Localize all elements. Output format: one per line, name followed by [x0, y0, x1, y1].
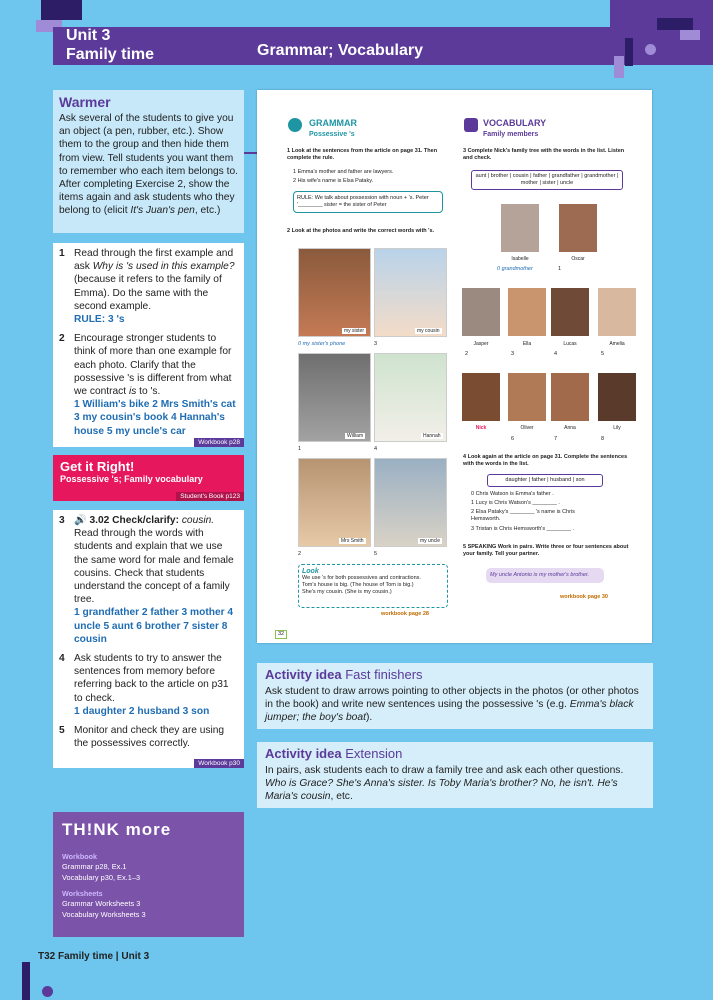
warmer-title: Warmer: [59, 94, 111, 110]
think-more-box: [53, 812, 244, 937]
caption-uncle: my uncle: [420, 538, 441, 544]
portrait-oliver: [508, 373, 546, 421]
look-box: [298, 564, 448, 608]
grammar-heading: GRAMMAR: [309, 118, 357, 128]
speech-bubble: My uncle Antonio is my mother's brother.: [486, 568, 604, 583]
tree-num: 8: [601, 436, 605, 442]
step-3-answers: 1 grandfather 2 father 3 mother 4 uncle 5 aunt 6 brother 7 sister 8 cousin: [74, 607, 234, 645]
section-title: Grammar; Vocabulary: [257, 42, 423, 59]
vocabulary-ex3: 3 Complete Nick's family tree with the words in the list. Listen and check.: [463, 148, 625, 161]
photo-uncle: [374, 458, 447, 547]
v4-sentence-0: 0 Chris Watson is Emma's father .: [471, 491, 554, 497]
name-ella: Ella: [522, 341, 532, 347]
caption-william: William: [347, 433, 364, 439]
portrait-anna: [551, 373, 589, 421]
think-item: Grammar p28, Ex.1: [62, 862, 127, 871]
answer-1: 1: [298, 446, 302, 452]
vocabulary-ex5: 5 SPEAKING Work in pairs. Write three or four sentences about your family. Tell your partner.: [463, 544, 629, 557]
activity-2-title: Activity idea Extension: [265, 746, 403, 761]
tree-num: 5: [601, 351, 605, 357]
v4-sentence-3: 3 Tristan is Chris Hemsworth's ________ .: [471, 526, 575, 532]
think-item: Vocabulary p30, Ex.1–3: [62, 873, 141, 882]
header-deco-block2: [680, 30, 700, 40]
caption-cousin: my cousin: [417, 328, 440, 334]
word-list: aunt | brother | cousin | father | grandfather | grandmother | mother | sister | uncle: [471, 170, 623, 190]
name-oscar: Oscar: [571, 256, 585, 262]
vocabulary-heading: VOCABULARY: [483, 118, 547, 128]
tree-num: 2: [465, 351, 469, 357]
unit-title: Family time: [66, 46, 155, 63]
tree-num: 6: [511, 436, 515, 442]
student-book-page: [257, 90, 652, 643]
portrait-jasper: [462, 288, 500, 336]
look-line: Tom's house is big. (The house of Tom is big.): [302, 582, 414, 588]
activity-1-title: Activity idea Fast finishers: [265, 667, 423, 682]
workbook-tag-p30: Workbook p30: [194, 759, 244, 768]
page-number: 32: [275, 630, 287, 639]
answer-0: 0 my sister's phone: [298, 341, 346, 347]
tree-num: 3: [511, 351, 515, 357]
step-2-answers: 1 William's bike 2 Mrs Smith's cat 3 my cousin's book 4 Hannah's house 5 my uncle's car: [74, 399, 236, 437]
grammar-ex1-s1: 1 Emma's mother and father are lawyers.: [293, 169, 394, 175]
name-amelia: Amelia: [609, 341, 625, 347]
vocabulary-icon: [464, 118, 478, 132]
answer-2: 2: [298, 551, 302, 557]
name-lucas: Lucas: [563, 341, 577, 347]
photo-william: [298, 353, 371, 442]
audio-icon: 🔊 3.02 Check/clarify:: [74, 515, 182, 526]
footer-text: T32 Family time | Unit 3: [38, 951, 150, 962]
workbook-tag-p28: Workbook p28: [194, 438, 244, 447]
page-workbook-p30: workbook page 30: [560, 594, 608, 600]
step-4-answers: 1 daughter 2 husband 3 son: [74, 705, 210, 717]
answer-5: 5: [374, 551, 378, 557]
name-anna: Anna: [564, 425, 576, 431]
header-deco-dot: [645, 44, 656, 55]
get-it-right-subtitle: Possessive 's; Family vocabulary: [60, 474, 203, 484]
think-workbook-label: Workbook: [62, 852, 98, 861]
tree-num: 7: [554, 436, 558, 442]
step-4: 4 Ask students to try to answer the sentences from memory before referring back to the article on p31 to check. 1 daughter 2 husband 3 son: [59, 653, 229, 717]
portrait-amelia: [598, 288, 636, 336]
name-nick: Nick: [475, 425, 487, 431]
answer-3: 3: [374, 341, 378, 347]
think-worksheets-label: Worksheets: [62, 889, 103, 898]
get-it-right-title: Get it Right!: [60, 459, 135, 474]
think-more-title: TH!NK more: [62, 820, 172, 839]
v4-sentence-1: 1 Lucy is Chris Watson's ________ .: [471, 500, 560, 506]
portrait-lucas: [551, 288, 589, 336]
grammar-icon: [288, 118, 302, 132]
activity-fast-finishers: [257, 663, 653, 729]
tree-num: 4: [554, 351, 558, 357]
footer-deco-bar: [22, 962, 30, 1000]
warmer-text: Ask several of the students to give you an object (a pen, rubber, etc.). Show them to the group and then hide them from view. Tell students you want them to remember who each item belongs to. After completing Exercise 2, show the items again and ask students who they belong to (elicit It's Juan's pen, etc.): [59, 113, 238, 217]
unit-label: Unit 3 Family time: [66, 27, 155, 63]
portrait-ella: [508, 288, 546, 336]
steps-box-2: [53, 510, 244, 768]
header-deco-bar2: [614, 56, 624, 78]
header-deco-square-dark: [41, 0, 82, 20]
header-deco-block: [657, 18, 693, 30]
rule-box: RULE: We talk about possession with noun + 's. Peter '________ sister = the sister of Peter: [293, 191, 443, 213]
get-it-right-box: [53, 455, 244, 501]
page-workbook-p28: workbook page 28: [381, 611, 429, 617]
name-oliver: Oliver: [520, 425, 534, 431]
portrait-nick: [462, 373, 500, 421]
header-deco-bar: [625, 38, 633, 66]
photo-mrs-smith: [298, 458, 371, 547]
answer-4: 4: [374, 446, 378, 452]
activity-extension: [257, 742, 653, 808]
name-lily: Lily: [613, 425, 621, 431]
photo-cousin: [374, 248, 447, 337]
vocabulary-ex4: 4 Look again at the article on page 31. Complete the sentences with the words in the list.: [463, 454, 628, 467]
grammar-subheading: Possessive 's: [309, 131, 355, 138]
name-isabelle: Isabelle: [511, 256, 529, 262]
footer-deco-dot: [42, 986, 53, 997]
activity-1-text: Ask student to draw arrows pointing to other objects in the photos (or other photos in the book) and write new sentences using the possessive 's (e.g. Emma's black jumper; the boy's boat).: [265, 686, 639, 724]
answer-grandmother: 0 grandmother: [497, 266, 533, 272]
caption-sister: my sister: [344, 328, 364, 334]
look-title: Look: [302, 568, 319, 575]
warmer-box: [53, 90, 244, 233]
students-book-tag: Student's Book p123: [176, 492, 244, 501]
grammar-ex2: 2 Look at the photos and write the correct words with 's.: [287, 228, 435, 234]
portrait-oscar: [559, 204, 597, 252]
caption-mrs-smith: Mrs Smith: [341, 538, 364, 544]
step-3: 3 🔊 3.02 Check/clarify: cousin. Read through the words with students and explain that we use the same word for male and female cousins. Check that students understand the concept of a family tree. 1 grandfather 2 father 3 mother 4 uncle 5 aunt 6 brother 7 sister 8 cousin: [59, 515, 234, 645]
portrait-lily: [598, 373, 636, 421]
caption-hannah: Hannah: [423, 433, 441, 439]
grammar-ex1-s2: 2 His wife's name is Elsa Pataky.: [293, 178, 374, 184]
steps-box-1: [53, 243, 244, 447]
v4-sentence-2: 2 Elsa Pataky's ________ 's name is Chris Hemsworth.: [471, 509, 575, 522]
step-2: 2 Encourage stronger students to think of more than one example for each photo. Clarify that the possessive 's is different from what we contract is to 's. 1 William's bike 2 Mrs Smith's cat 3 my cousin's book 4 Hannah's house 5 my uncle's car: [59, 333, 236, 437]
name-jasper: Jasper: [473, 341, 489, 347]
look-line: She's my cousin. (She is my cousin.): [302, 589, 392, 595]
tree-num: 1: [558, 266, 562, 272]
step-1: 1 Read through the first example and ask Why is 's used in this example? (because it refers to the family of Emma). Do the same with the second example. RULE: 3 's: [59, 248, 235, 326]
vocabulary-subheading: Family members: [483, 131, 539, 138]
v4-word-list: daughter | father | husband | son: [487, 474, 603, 487]
activity-2-text: In pairs, ask students each to draw a family tree and ask each other questions. Who is Grace? She's Anna's sister. Is Toby Maria's brother? No, he isn't. He's Maria's cousin, etc.: [265, 765, 624, 803]
portrait-isabelle: [501, 204, 539, 252]
grammar-ex1: 1 Look at the sentences from the article on page 31. Then complete the rule.: [287, 148, 438, 161]
look-line: We use 's for both possessives and contractions.: [302, 575, 421, 581]
rule-answer: RULE: 3 's: [74, 314, 125, 326]
photo-sister: [298, 248, 371, 337]
think-item: Vocabulary Worksheets 3: [62, 910, 146, 919]
photo-hannah: [374, 353, 447, 442]
step-5: 5 Monitor and check they are using the possessives correctly.: [59, 725, 225, 750]
think-item: Grammar Worksheets 3: [62, 899, 141, 908]
